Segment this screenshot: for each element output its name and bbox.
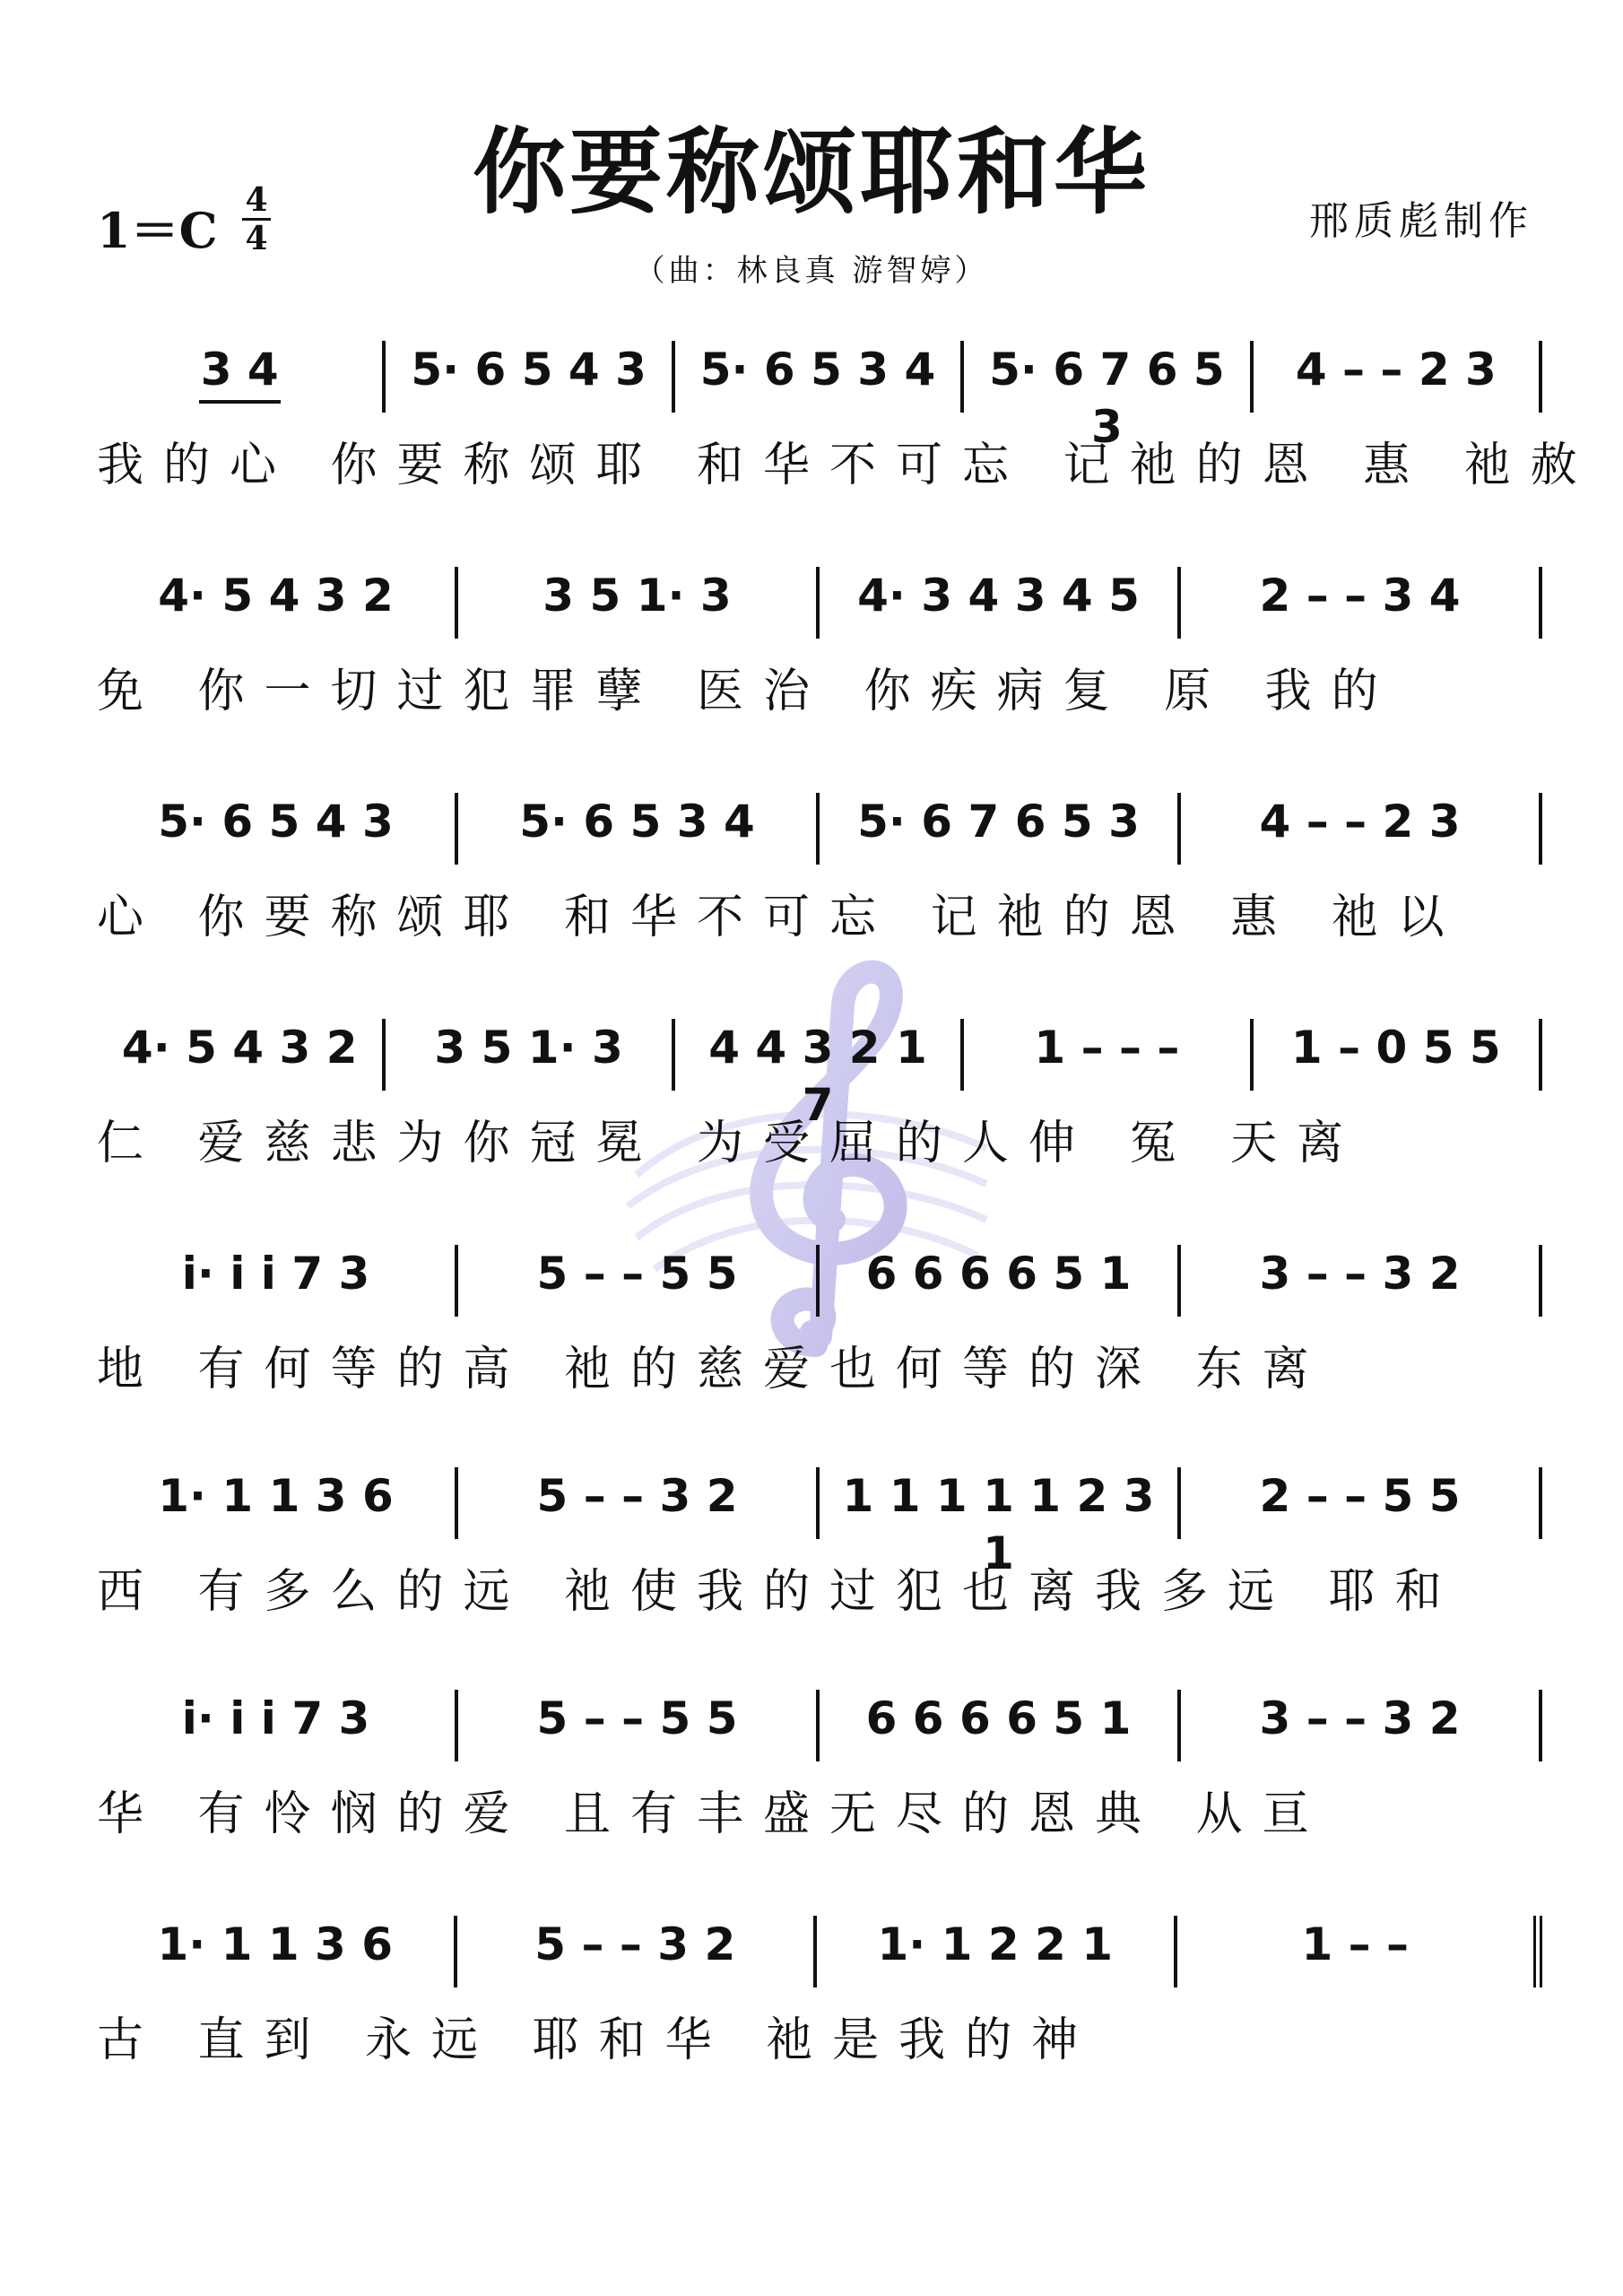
measure [964, 1019, 1253, 1091]
measure-notes: 5 – – 3 2 [534, 1918, 736, 1970]
measure [675, 341, 964, 413]
measure [386, 341, 674, 413]
measure-notes: 3 5 1· 3 [542, 570, 732, 622]
measure-notes: 6 6 6 6 5 1 [865, 1692, 1132, 1744]
measure [820, 1690, 1181, 1761]
measure [1181, 567, 1542, 639]
measure [458, 567, 820, 639]
measure-notes: 5· 6 5 3 4 [699, 344, 936, 396]
score-line-3 [97, 793, 1542, 954]
key-signature: 1＝C [97, 202, 218, 259]
score-line-6 [97, 1467, 1542, 1629]
measure-notes: 5· 6 5 3 4 [519, 796, 755, 848]
measure-notes: 3 5 1· 3 [434, 1022, 623, 1074]
measure-notes: 5 – – 5 5 [536, 1692, 738, 1744]
measure-notes: 5 – – 5 5 [536, 1248, 738, 1300]
measure [1181, 1245, 1542, 1317]
measure [1254, 1019, 1542, 1091]
score-line-1 [97, 341, 1597, 502]
notes-line [97, 1245, 1542, 1317]
lyrics-line: 心 你要称颂耶 和华不可忘 记祂的恩 惠 祂以 [97, 891, 1464, 944]
notes-line [97, 341, 1542, 453]
measure-notes: 5· 6 7 6 5 3 [989, 344, 1225, 453]
measure [820, 1467, 1181, 1579]
measure [458, 793, 820, 865]
notes-line [97, 793, 1542, 865]
measure-notes: 1 – – – [1034, 1022, 1180, 1074]
lyrics-line: 古 直到 永远 耶和华 祂是我的神 [97, 2013, 1098, 2067]
measure-final [1177, 1916, 1543, 1987]
lyrics-line: 我的心 你要称颂耶 和华不可忘 记祂的恩 惠 祂赦 [97, 439, 1597, 492]
measure-notes: 4· 5 4 3 2 [158, 570, 394, 622]
measure [457, 1916, 818, 1987]
measure-notes: 5· 6 5 4 3 [158, 796, 394, 848]
measure [97, 1916, 457, 1987]
measure-notes: i· i i 7 3 [181, 1248, 370, 1300]
notes-line [97, 1690, 1542, 1761]
measure [97, 567, 458, 639]
measure-notes: 1 – 0 5 5 [1290, 1022, 1501, 1074]
measure-notes: 2 – – 5 5 [1259, 1470, 1461, 1522]
measure-notes: 5· 6 7 6 5 3 [857, 796, 1140, 848]
measure-notes: 4 4 3 2 1 7 [708, 1022, 927, 1131]
measure [675, 1019, 964, 1131]
lyrics-line: 华 有怜悯的爱 且有丰盛无尽的恩典 从亘 [97, 1787, 1329, 1841]
score-line-8 [97, 1916, 1542, 2077]
notes-line [97, 1467, 1542, 1579]
measure [1254, 341, 1542, 413]
measure [820, 567, 1181, 639]
measure-notes: 3 – – 3 2 [1259, 1692, 1461, 1744]
notes-line [97, 1916, 1542, 1987]
measure-notes: 6 6 6 6 5 1 [865, 1248, 1132, 1300]
measure [97, 1019, 386, 1091]
score-line-5 [97, 1245, 1542, 1406]
lyrics-line: 西 有多么的远 祂使我的过犯也离我多远 耶和 [97, 1565, 1462, 1619]
lyrics-line: 免 你一切过犯罪孽 医治 你疾病复 原 我的 [97, 665, 1398, 718]
measure-notes: 2 – – 3 4 [1259, 570, 1461, 622]
measure-notes: i· i i 7 3 [181, 1692, 370, 1744]
measure [97, 1690, 458, 1761]
measure [820, 1245, 1181, 1317]
time-signature-top: 4 [245, 181, 268, 219]
composer-credit: （曲：林良真 游智婷） [634, 253, 989, 289]
measure [458, 1467, 820, 1539]
measure [97, 1467, 458, 1539]
notes-line [97, 567, 1542, 639]
measure-notes: 4· 5 4 3 2 [121, 1022, 358, 1074]
lyrics-line: 仁 爱慈悲为你冠冕 为受屈的人伸 冤 天离 [97, 1117, 1364, 1170]
measure-notes: 1 1 1 1 1 2 3 1 [842, 1470, 1155, 1579]
measure-notes: 1· 1 1 3 6 [158, 1470, 394, 1522]
measure [1181, 1467, 1542, 1539]
song-title: 你要称颂耶和华 [472, 117, 1150, 227]
measure-notes: 4 – – 2 3 [1259, 796, 1461, 848]
author-credit: 邢质彪制作 [1309, 198, 1533, 244]
score-line-2 [97, 567, 1542, 728]
measure-notes: 3 4 [199, 341, 281, 404]
measure-notes: 5· 6 5 4 3 [411, 344, 647, 396]
score-line-4 [97, 1019, 1542, 1180]
measure-notes: 5 – – 3 2 [536, 1470, 738, 1522]
measure [386, 1019, 674, 1091]
measure [1181, 793, 1542, 865]
lyrics-line: 地 有何等的高 祂的慈爱也何等的深 东离 [97, 1343, 1329, 1396]
measure [964, 341, 1253, 453]
measure [817, 1916, 1177, 1987]
measure-notes: 1 – – [1301, 1918, 1410, 1970]
measure [1181, 1690, 1542, 1761]
measure-notes: 1· 1 2 2 1 [877, 1918, 1114, 1970]
measure [97, 1245, 458, 1317]
measure [97, 793, 458, 865]
time-signature [239, 181, 274, 257]
measure [458, 1690, 820, 1761]
measure-notes: 4· 3 4 3 4 5 [857, 570, 1140, 622]
measure-notes: 1· 1 1 3 6 [157, 1918, 394, 1970]
measure [458, 1245, 820, 1317]
score-line-7 [97, 1690, 1542, 1851]
time-signature-bottom: 4 [245, 220, 268, 257]
measure [820, 793, 1181, 865]
measure-notes: 4 – – 2 3 [1295, 344, 1497, 396]
notes-line [97, 1019, 1542, 1131]
measure [97, 341, 386, 413]
measure-notes: 3 – – 3 2 [1259, 1248, 1461, 1300]
